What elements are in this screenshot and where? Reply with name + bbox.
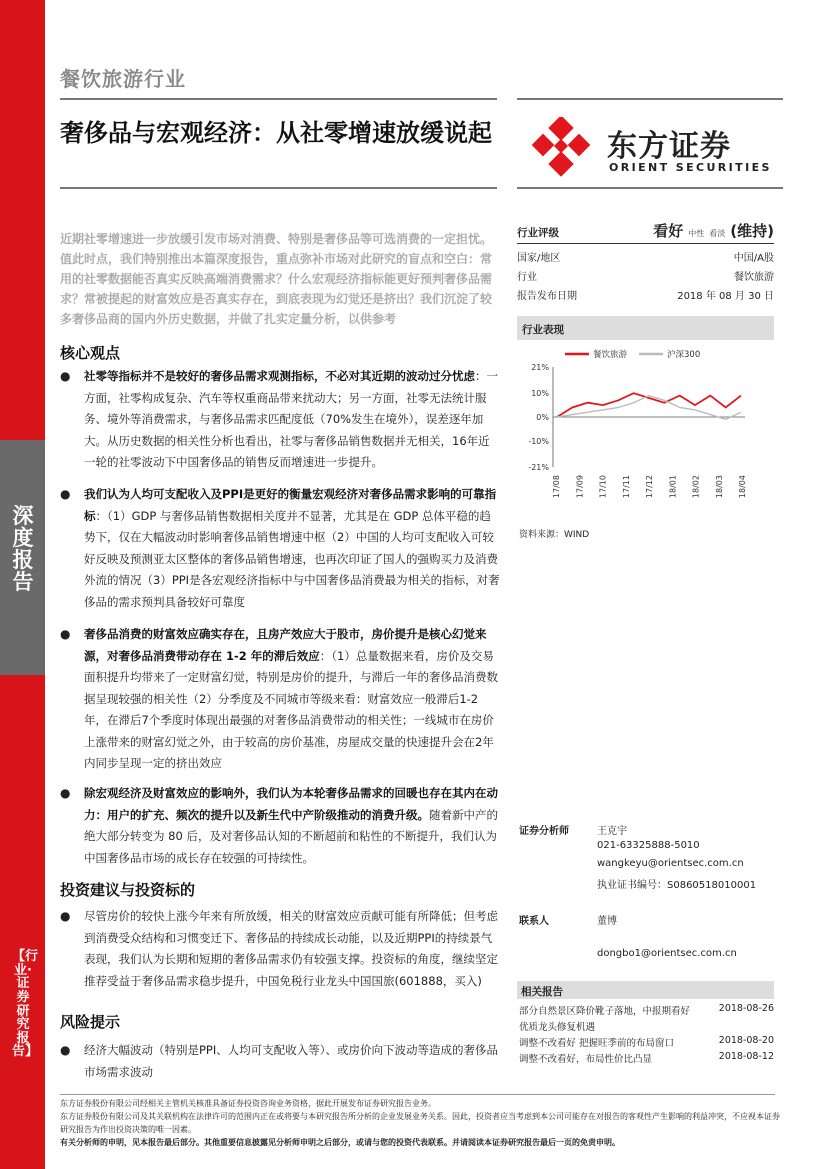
bullet-icon: ● xyxy=(60,487,71,501)
report-type-label: 深度报告 xyxy=(12,504,34,595)
info-key: 报告发布日期 xyxy=(517,291,577,302)
bullet-icon: ● xyxy=(60,1043,71,1057)
analyst-role: 证券分析师 xyxy=(519,826,569,837)
core-point-4 xyxy=(60,783,500,869)
related-item-date: 2018-08-26 xyxy=(718,1003,774,1014)
bullet-icon: ● xyxy=(60,369,71,383)
core-point-2-body: ：（1）GDP 与奢侈品销售数据相关度并不显著，尤其是在 GDP 总体平稳的趋势下，仅在大幅波动时影响奢侈品销售增速中枢（2）中国的人均可支配收入可较好反映及预测亚太区整体的奢侈品销售增速，也再次印证了国人的强购买力及消费外流的情况（3）PPI是各宏观经济指标中与中国奢侈品消费最为相关的指标，对奢侈品的需求预判具备较好可靠度 xyxy=(84,508,500,609)
x-tick-label: 17/08 xyxy=(552,475,561,499)
legend-label: 沪深300 xyxy=(667,350,701,360)
brand-name-en: ORIENT SECURITIES xyxy=(609,161,772,174)
legend-label: 餐饮旅游 xyxy=(593,350,628,360)
divider xyxy=(517,187,783,189)
divider xyxy=(60,187,497,189)
brand-logo xyxy=(527,117,777,179)
y-tick-label: 21% xyxy=(531,363,549,372)
contact-name: 董博 xyxy=(597,916,617,927)
related-item-date: 2018-08-12 xyxy=(718,1051,774,1062)
analyst-phone: 021-63325888-5010 xyxy=(597,840,700,851)
summary-paragraph: 近期社零增速进一步放缓引发市场对消费、特别是奢侈品等可选消费的一定担忧。值此时点，我们特别推出本篇深度报告，重点弥补市场对此研究的盲点和空白：常用的社零数据能否真实反映高端消费需求？什么宏观经济指标能更好预判奢侈品需求？常被提起的财富效应是否真实存在，到底表现为幻觉还是挤出？我们沉淀了较多奢侈品商的国内外历史数据，并做了扎实定量分析，以供参考 xyxy=(60,232,493,326)
brand-name-cn: 东方证券 xyxy=(607,129,731,164)
analyst-cert: 执业证书编号：S0860518010001 xyxy=(597,880,757,891)
y-tick-label: -21% xyxy=(528,463,549,472)
rating-option-neutral: 中性 xyxy=(688,229,705,238)
x-tick-label: 17/12 xyxy=(645,475,654,499)
risk-heading: 风险提示 xyxy=(60,1013,121,1031)
core-point-4-lead: 除宏观经济及财富效应的影响外，我们认为本轮奢侈品需求的回暖也存在其内在动力：用户的扩充、频次的提升以及新生代中产阶级推动的消费升级。 xyxy=(84,786,498,822)
info-row xyxy=(517,266,774,285)
invest-point xyxy=(60,906,500,992)
x-tick-label: 18/03 xyxy=(714,475,724,499)
x-tick-label: 17/09 xyxy=(575,475,585,499)
industry-heading: 餐饮旅游行业 xyxy=(60,67,186,91)
info-value: 2018 年 08 月 30 日 xyxy=(677,291,774,302)
bullet-icon: ● xyxy=(60,627,71,641)
core-point-3-lead: 奢侈品消费的财富效应确实存在，且房产效应大于股市，房价提升是核心幻觉来源，对奢侈品消费带动存在 1-2 年的滞后效应 xyxy=(84,627,487,663)
y-tick-label: 0% xyxy=(536,413,549,422)
series-line-餐饮旅游 xyxy=(557,393,741,417)
report-title: 奢侈品与宏观经济：从社零增速放缓说起 xyxy=(60,119,492,147)
info-row xyxy=(517,247,774,266)
bullet-icon: ● xyxy=(60,786,71,800)
series-label: 【行业·证券研究报告】 xyxy=(12,949,39,1060)
rating-label: 行业评级 xyxy=(517,227,559,239)
core-heading: 核心观点 xyxy=(60,344,121,362)
risk-point xyxy=(60,1040,500,1083)
info-value: 中国/A股 xyxy=(733,253,774,264)
core-point-3 xyxy=(60,624,500,775)
related-item-title[interactable]: 调整不改看好，布局性价比凸显 xyxy=(519,1054,653,1065)
x-tick-label: 18/01 xyxy=(668,475,678,499)
related-item-title[interactable]: 调整不改看好 把握旺季前的布局窗口 xyxy=(519,1038,675,1049)
footer-line-3: 有关分析师的申明，见本报告最后部分。其他重要信息披露见分析师申明之后部分，或请与您的投资代表联系。并请阅读本证券研究报告最后一页的免责申明。 xyxy=(60,1138,620,1147)
y-tick-label: -10% xyxy=(528,436,549,446)
info-key: 行业 xyxy=(517,272,537,283)
related-item[interactable] xyxy=(519,1019,774,1033)
related-title: 相关报告 xyxy=(517,981,774,999)
core-point-1-body: ：一方面，社零构成复杂、汽车等权重商品带来扰动大；另一方面，社零无法统计服务、境外等消费需求，与奢侈品需求匹配度低（70%发生在境外），误差逐年加大。从历史数据的相关性分析也看出，社零与奢侈品销售数据并无相关，16年近一轮的社零波动下中国奢侈品的销售反而增速进一步提升。 xyxy=(84,369,498,469)
related-item-title[interactable]: 部分自然景区降价靴子落地，中报期看好 xyxy=(519,1006,691,1017)
info-value: 餐饮旅游 xyxy=(734,272,774,283)
footer-divider xyxy=(60,1094,775,1095)
x-tick-label: 18/02 xyxy=(691,475,701,499)
related-item-date: 2018-08-20 xyxy=(718,1035,774,1046)
contact-role: 联系人 xyxy=(519,916,549,927)
related-item-title[interactable]: 优质龙头修复机遇 xyxy=(519,1022,596,1033)
footer-line-1: 东方证券股份有限公司经相关主管机关核准具备证券投资咨询业务资格，据此开展发布证券研究报告业务。 xyxy=(60,1099,436,1108)
invest-heading: 投资建议与投资标的 xyxy=(60,881,196,899)
footer-line-2: 东方证券股份有限公司及其关联机构在法律许可的范围内正在或将要与本研究报告所分析的企业发展业务关系。因此，投资者应当考虑到本公司可能存在对报告的客观性产生影响的利益冲突，不应视本证券研究报告为作出投资决策的唯一因素。 xyxy=(60,1112,780,1134)
divider xyxy=(60,98,497,100)
core-point-2 xyxy=(60,484,500,613)
x-tick-label: 17/10 xyxy=(598,475,608,499)
risk-text: 经济大幅波动（特别是PPI、人均可支配收入等）、或房价向下波动等造成的奢侈品市场需求波动 xyxy=(84,1043,499,1079)
performance-chart xyxy=(517,345,774,520)
related-item[interactable] xyxy=(519,1035,774,1049)
info-row xyxy=(517,285,774,304)
performance-title: 行业表现 xyxy=(517,316,774,340)
core-point-1-lead: 社零等指标并不是较好的奢侈品需求观测指标，不必对其近期的波动过分忧虑 xyxy=(84,369,475,383)
divider xyxy=(517,98,783,100)
rating-panel xyxy=(517,220,774,304)
core-point-3-body: ：（1）总量数据来看，房价及交易面积提升均带来了一定财富幻觉，特别是房价的提升，与滞后一年的奢侈品消费数据呈现较强的相关性（2）分季度及不同城市等级来看：财富效应一般滞后1-2年，在滞后7个季度时体现出最强的对奢侈品消费带动的相关性；一线城市在房价上涨带来的财富幻觉之外，由于较高的房价基准，房屋成交量的快速提升会在2年内同步呈现一定的挤出效应 xyxy=(84,648,498,770)
core-point-1 xyxy=(60,366,500,474)
analyst-email[interactable]: wangkeyu@orientsec.com.cn xyxy=(597,858,744,869)
bullet-icon: ● xyxy=(60,909,71,923)
rating-option-negative: 看淡 xyxy=(709,229,726,238)
rating-value: 看好 xyxy=(653,222,684,240)
invest-text: 尽管房价的较快上涨今年来有所放缓，相关的财富效应贡献可能有所降低；但考虑到消费受众结构和习惯变迁下、奢侈品的持续成长动能，以及近期PPI的持续景气表现，我们认为长期和短期的奢侈品需求仍有较强支撑。投资标的角度，继续坚定推荐受益于奢侈品需求稳步提升，中国免税行业龙头中国国旅(601888，买入) xyxy=(84,909,498,988)
y-tick-label: 10% xyxy=(531,389,549,399)
core-point-4-body: 随着新中产的绝大部分转变为 80 后，及对奢侈品认知的不断超前和粘性的不断提升，我们认为中国奢侈品市场的成长存在较强的可持续性。 xyxy=(84,807,498,865)
rating-row xyxy=(517,220,774,244)
footer-disclaimer xyxy=(60,1097,780,1149)
series-line-沪深300 xyxy=(557,396,741,420)
info-key: 国家/地区 xyxy=(517,253,561,264)
contact-email[interactable]: dongbo1@orientsec.com.cn xyxy=(597,948,737,959)
x-tick-label: 17/11 xyxy=(621,475,631,499)
core-point-2-lead: 我们认为人均可支配收入及PPI是更好的衡量宏观经济对奢侈品需求影响的可靠指标 xyxy=(84,487,497,523)
chart-source: 资料来源：WIND xyxy=(519,530,590,540)
related-item[interactable] xyxy=(519,1051,774,1065)
related-item[interactable] xyxy=(519,1003,774,1017)
chart-svg xyxy=(517,345,774,520)
brand-mark-icon xyxy=(527,117,597,179)
rating-status: (维持) xyxy=(730,222,774,240)
analyst-name: 王克宇 xyxy=(597,826,627,837)
x-tick-label: 18/04 xyxy=(738,475,747,499)
